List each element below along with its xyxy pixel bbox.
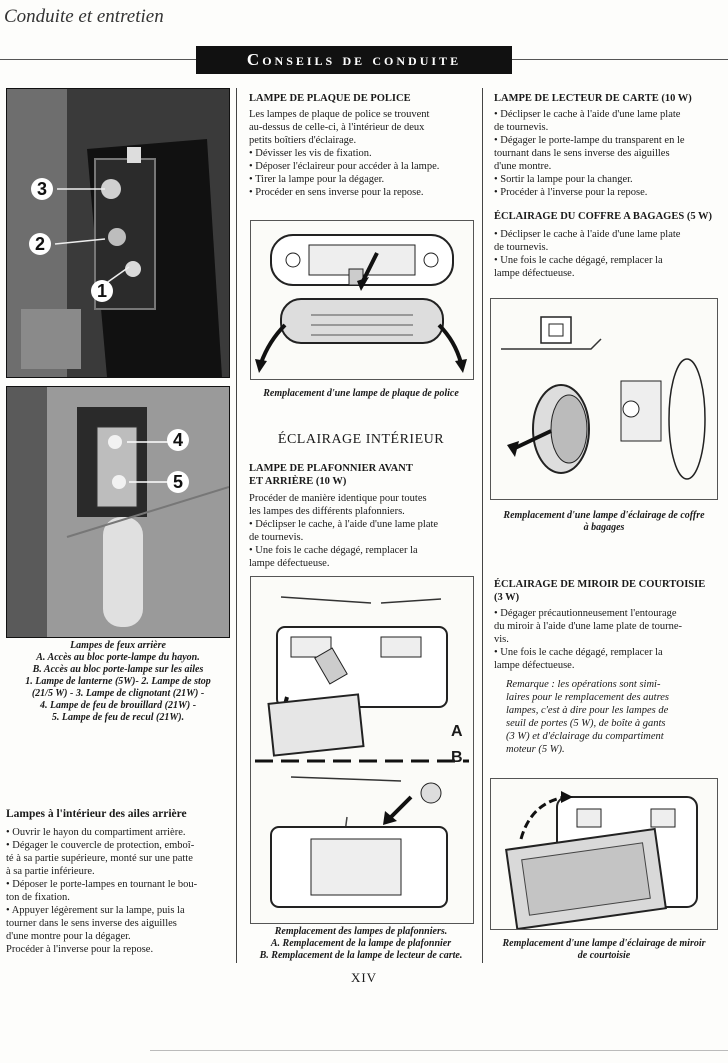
body-line: de tournevis.	[249, 532, 304, 543]
body-line: • Dévisser les vis de fixation.	[249, 148, 372, 159]
caption-line: B. Accès au bloc porte-lampe sur les ailes	[32, 664, 204, 675]
body-line: du miroir à l'aide d'une lame plate de tourne-	[494, 621, 683, 632]
body-line: lampe défectueuse.	[249, 558, 330, 569]
caption-line: B. Remplacement de la lampe de lecteur de carte.	[259, 950, 463, 961]
body-line: Procéder de manière identique pour toutes	[249, 493, 427, 504]
bottom-rule	[150, 1050, 728, 1051]
inner-wing-lamps-text	[6, 826, 232, 956]
body-line: lampe défectueuse.	[494, 660, 575, 671]
caption-line: Remplacement des lampes de plafonniers.	[274, 926, 448, 937]
plate-lamp-figure	[250, 220, 474, 380]
plate-lamp-diagram	[251, 221, 473, 379]
body-line: Les lampes de plaque de police se trouvent	[249, 109, 430, 120]
body-line: Procéder à l'inverse pour la repose.	[6, 944, 154, 955]
page-number: XIV	[350, 970, 378, 985]
body-line: • Tirer la lampe pour la dégager.	[249, 174, 385, 185]
mirror-lamp-diagram	[491, 779, 717, 929]
body-line: lampe défectueuse.	[494, 268, 575, 279]
body-line: • Déclipser le cache à l'aide d'une lame plate	[494, 109, 681, 120]
plate-lamp-caption: Remplacement d'une lampe de plaque de police	[263, 388, 459, 399]
ceiling-lamp-diagram	[251, 577, 473, 923]
map-reader-lamp-title: LAMPE DE LECTEUR DE CARTE (10 W)	[494, 93, 692, 104]
body-line: • Ouvrir le hayon du compartiment arrière.	[6, 827, 186, 838]
caption-line: 5. Lampe de feu de recul (21W).	[51, 712, 185, 723]
caption-line: 4. Lampe de feu de brouillard (21W) -	[39, 700, 197, 711]
column-divider-right	[482, 88, 483, 963]
running-header: Conduite et entretien	[4, 6, 164, 27]
body-line: • Une fois le cache dégagé, remplacer la	[249, 545, 418, 556]
caption-line: A. Remplacement de la lampe de plafonnier	[270, 938, 452, 949]
remark-line: Remarque : les opérations sont simi-	[506, 679, 661, 690]
trunk-lighting-text	[494, 228, 718, 280]
column-divider-left	[236, 88, 237, 963]
body-line: • Procéder à l'inverse pour la repose.	[494, 187, 648, 198]
trunk-lamp-caption	[486, 510, 722, 534]
body-line: les lampes des différents plafonniers.	[249, 506, 405, 517]
inner-wing-lamps-title: Lampes à l'intérieur des ailes arrière	[6, 808, 187, 820]
body-line: d'une montre pour la dégager.	[6, 931, 131, 942]
photo-label-2: 2	[29, 233, 51, 255]
body-line: • Sortir la lampe pour la changer.	[494, 174, 633, 185]
caption-line: à bagages	[583, 522, 625, 533]
body-line: d'une montre.	[494, 161, 552, 172]
remark-line: moteur (5 W).	[506, 744, 565, 755]
body-line: • Une fois le cache dégagé, remplacer la	[494, 255, 663, 266]
caption-line: Lampes de feux arrière	[70, 640, 166, 651]
body-line: • Déposer le porte-lampes en tournant le bou-	[6, 879, 198, 890]
body-line: • Déclipser le cache à l'aide d'une lame plate	[494, 229, 681, 240]
rear-lights-caption	[4, 640, 232, 724]
body-line: • Dégager le couvercle de protection, emboî-	[6, 840, 195, 851]
body-line: ton de fixation.	[6, 892, 70, 903]
body-line: • Appuyer légèrement sur la lampe, puis la	[6, 905, 185, 916]
trunk-lamp-diagram	[491, 299, 717, 499]
body-line: de tournevis.	[494, 242, 549, 253]
trunk-lamp-figure	[490, 298, 718, 500]
body-line: tourner dans le sens inverse des aiguilles	[6, 918, 177, 929]
rear-light-photo-b	[6, 386, 230, 638]
remark-line: laires pour le remplacement des autres	[506, 692, 670, 703]
mirror-lighting-title-1: ÉCLAIRAGE DE MIROIR DE COURTOISIE	[494, 579, 706, 590]
ceiling-lamp-figure	[250, 576, 474, 924]
body-line: de tournevis.	[494, 122, 549, 133]
body-line: • Déclipser le cache, à l'aide d'une lame plate	[249, 519, 439, 530]
caption-line: A. Accès au bloc porte-lampe du hayon.	[36, 652, 200, 663]
photo-label-5: 5	[167, 471, 189, 493]
remark-line: (3 W) et d'éclairage du compartiment	[506, 731, 664, 742]
body-line: à sa partie inférieure.	[6, 866, 95, 877]
body-line: au-dessus de celle-ci, à l'intérieur de deux	[249, 122, 425, 133]
mirror-lighting-text	[494, 607, 718, 672]
caption-line: Remplacement d'une lampe d'éclairage de coffre	[503, 510, 705, 521]
figure-label-b: B	[451, 749, 463, 766]
trunk-lighting-title: ÉCLAIRAGE DU COFFRE A BAGAGES (5 W)	[494, 211, 712, 222]
header-rule-right	[512, 59, 728, 60]
body-line: vis.	[494, 634, 509, 645]
rear-light-photo-b-image	[7, 387, 229, 637]
body-line: • Dégager précautionneusement l'entourage	[494, 608, 677, 619]
map-reader-lamp-text	[494, 108, 718, 199]
ceiling-lamp-text	[249, 492, 473, 570]
photo-label-1: 1	[91, 280, 113, 302]
remark-line: seuil de portes (5 W), de boîte à gants	[506, 718, 666, 729]
body-line: • Dégager le porte-lampe du transparent en le	[494, 135, 685, 146]
remark-line: lampes, c'est à dire pour les lampes de	[506, 705, 669, 716]
caption-line: de courtoisie	[577, 950, 631, 961]
ceiling-lamp-title-2: ET ARRIÈRE (10 W)	[249, 476, 347, 487]
body-line: té à sa partie supérieure, monté sur une patte	[6, 853, 193, 864]
body-line: • Une fois le cache dégagé, remplacer la	[494, 647, 663, 658]
caption-line: 1. Lampe de lanterne (5W)- 2. Lampe de stop	[25, 676, 211, 687]
body-line: petits boîtiers d'éclairage.	[249, 135, 357, 146]
body-line: • Procéder en sens inverse pour la repose.	[249, 187, 424, 198]
photo-label-3: 3	[31, 178, 53, 200]
figure-label-a: A	[451, 723, 463, 740]
mirror-lamp-caption	[486, 938, 722, 962]
body-line: • Déposer l'éclaireur pour accéder à la lampe.	[249, 161, 440, 172]
interior-lighting-heading: ÉCLAIRAGE INTÉRIEUR	[277, 432, 445, 447]
ceiling-lamp-title-1: LAMPE DE PLAFONNIER AVANT	[249, 463, 413, 474]
mirror-lamp-figure	[490, 778, 718, 930]
body-line: tournant dans le sens inverse des aiguilles	[494, 148, 670, 159]
rear-light-photo-a	[6, 88, 230, 378]
mirror-lighting-title-2: (3 W)	[494, 592, 520, 603]
caption-line: Remplacement d'une lampe d'éclairage de miroir	[502, 938, 706, 949]
caption-line: (21/5 W) - 3. Lampe de clignotant (21W) -	[31, 688, 205, 699]
plate-lamp-text	[249, 108, 473, 199]
plate-lamp-title: LAMPE DE PLAQUE DE POLICE	[249, 93, 411, 104]
ceiling-lamp-caption	[244, 926, 478, 962]
photo-label-4: 4	[167, 429, 189, 451]
section-banner: Conseils de conduite	[196, 46, 512, 74]
remark-note	[506, 678, 706, 756]
header-rule-left	[0, 59, 196, 60]
